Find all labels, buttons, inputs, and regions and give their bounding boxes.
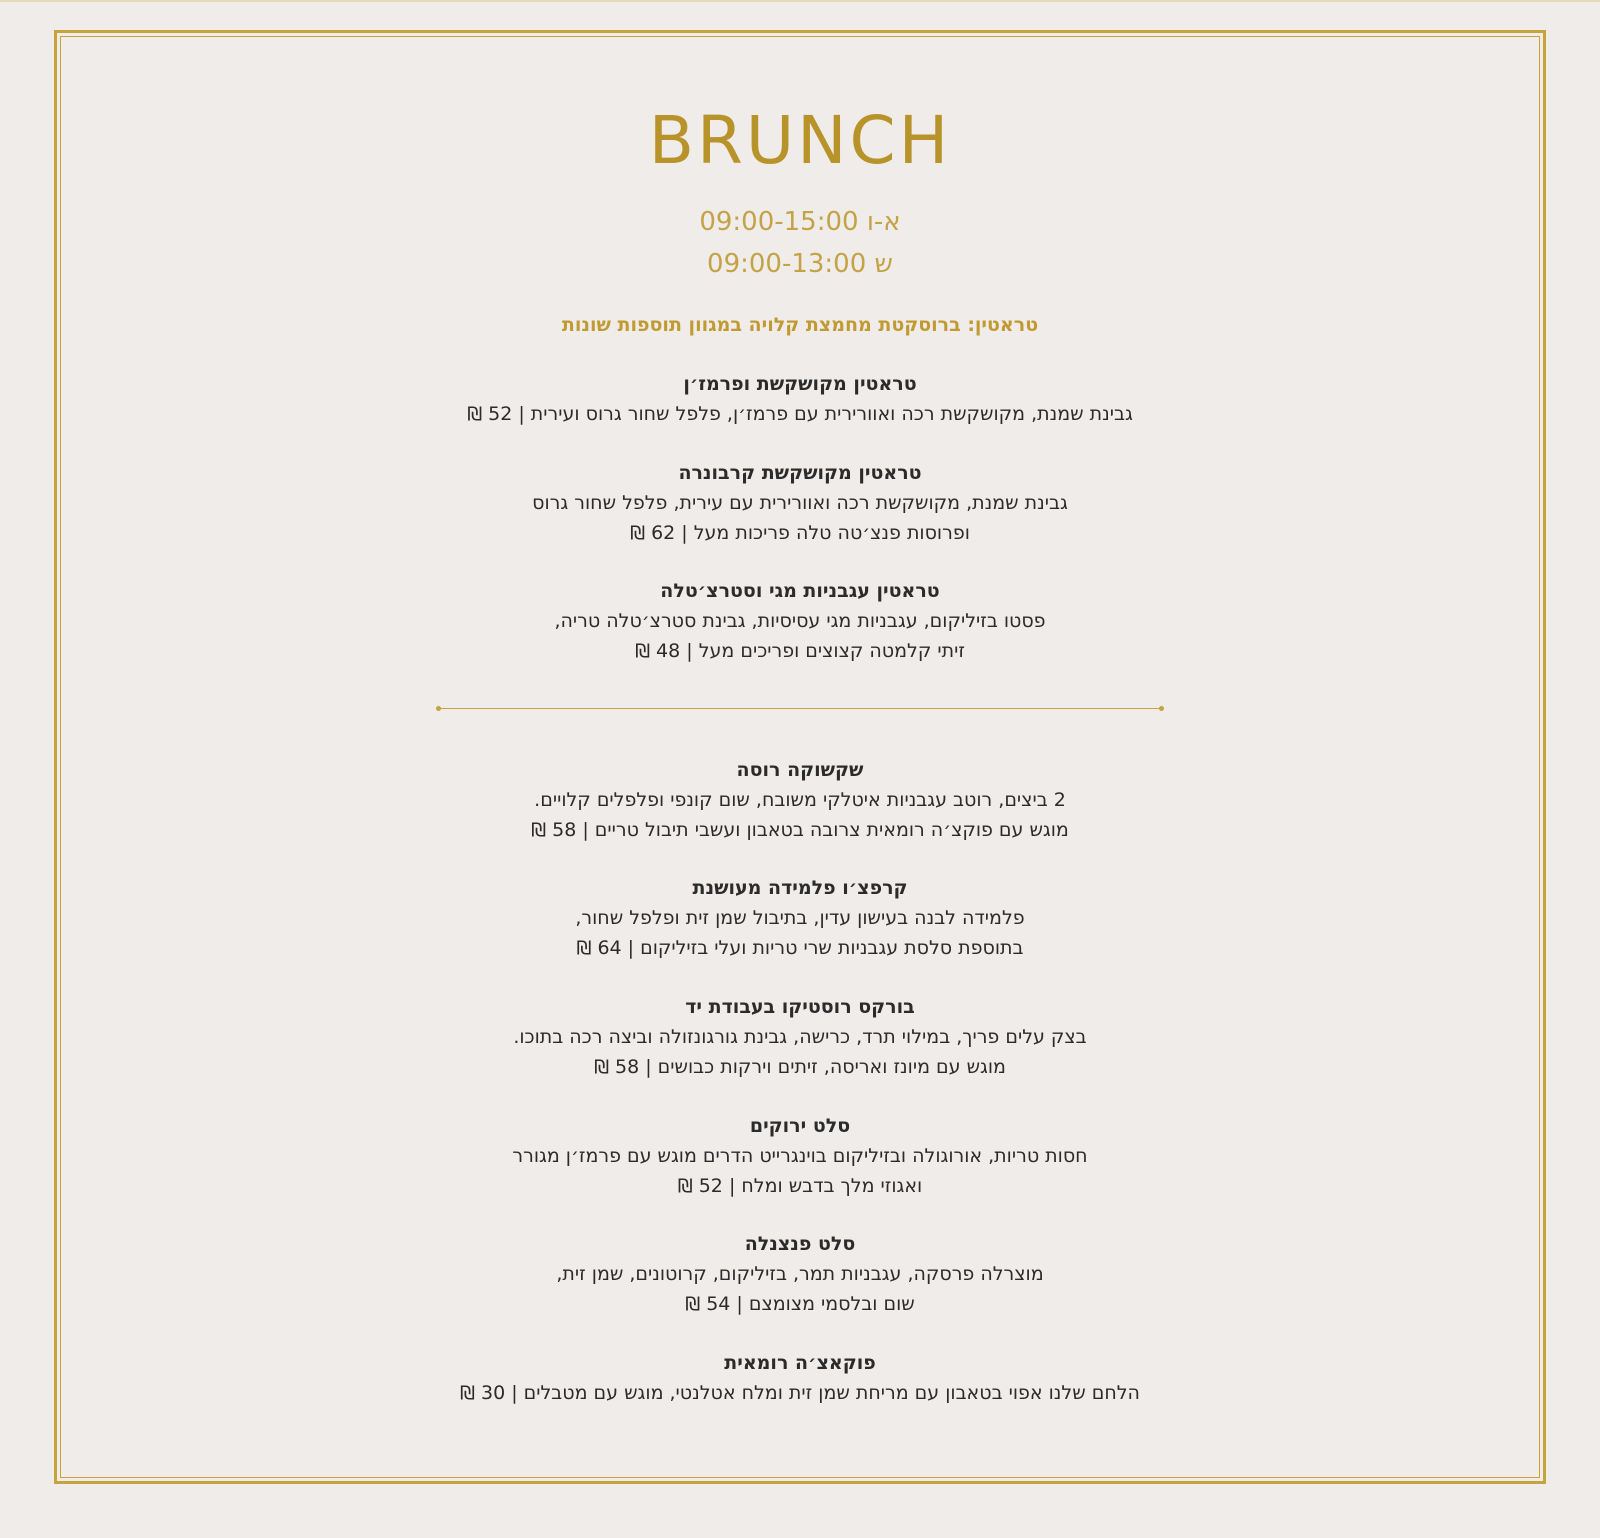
item-description: מוגש עם מיונז ואריסה, זיתים וירקות כבושים | 58 ₪ [594, 1056, 1006, 1078]
item-name: קרפצ׳ו פלמידה מעושנת [692, 877, 908, 899]
item-description: חסות טריות, אורוגולה ובזיליקום בוינגרייט הדרים מוגש עם פרמז׳ן מגורר [512, 1145, 1088, 1167]
tartine-intro: טראטין: ברוסקטת מחמצת קלויה במגוון תוספות שונות [561, 314, 1039, 336]
item-name: טראטין מקושקשת קרבונרה [678, 462, 922, 484]
item-description: מוצרלה פרסקה, עגבניות תמר, בזיליקום, קרוטונים, שמן זית, [556, 1263, 1044, 1285]
item-description: גבינת שמנת, מקושקשת רכה ואוורירית עם פרמז׳ן, פלפל שחור גרוס ועירית | 52 ₪ [467, 403, 1133, 425]
menu-item [0, 458, 1600, 548]
item-name: סלט ירוקים [749, 1115, 851, 1137]
item-name: פוקאצ׳ה רומאית [724, 1352, 876, 1374]
item-name: טראטין עגבניות מגי וסטרצ׳טלה [660, 580, 940, 602]
item-description: גבינת שמנת, מקושקשת רכה ואוורירית עם עירית, פלפל שחור גרוס [532, 492, 1068, 514]
menu-item [0, 755, 1600, 845]
menu-item [0, 1229, 1600, 1319]
item-description: הלחם שלנו אפוי בטאבון עם מריחת שמן זית ומלח אטלנטי, מוגש עם מטבלים | 30 ₪ [460, 1382, 1140, 1404]
item-description: מוגש עם פוקצ׳ה רומאית צרובה בטאבון ועשבי תיבול טריים | 58 ₪ [531, 819, 1069, 841]
menu-item [0, 369, 1600, 429]
menu-item [0, 1111, 1600, 1201]
item-description: בצק עלים פריך, במילוי תרד, כרישה, גבינת גורגונזולה וביצה רכה בתוכו. [513, 1026, 1087, 1048]
item-name: טראטין מקושקשת ופרמז׳ן [683, 373, 917, 395]
item-description: בתוספת סלסת עגבניות שרי טריות ועלי בזיליקום | 64 ₪ [576, 937, 1024, 959]
hours-weekdays: א-ו 09:00-15:00 [699, 207, 901, 237]
menu-item [0, 873, 1600, 963]
hours-saturday: ש 09:00-13:00 [707, 249, 893, 279]
item-description: שום ובלסמי מצומצם | 54 ₪ [685, 1293, 915, 1315]
item-description: זיתי קלמטה קצוצים ופריכים מעל | 48 ₪ [635, 640, 965, 662]
item-description: 2 ביצים, רוטב עגבניות איטלקי משובח, שום קונפי ופלפלים קלויים. [534, 789, 1066, 811]
item-name: שקשוקה רוסה [736, 759, 864, 781]
menu-item [0, 576, 1600, 666]
item-description: ואגוזי מלך בדבש ומלח | 52 ₪ [677, 1175, 923, 1197]
menu-title: BRUNCH [648, 102, 952, 179]
item-name: בורקס רוסטיקו בעבודת יד [685, 996, 915, 1018]
menu-item [0, 992, 1600, 1082]
item-description: פסטו בזיליקום, עגבניות מגי עסיסיות, גבינת סטרצ׳טלה טריה, [554, 610, 1046, 632]
item-description: ופרוסות פנצ׳טה טלה פריכות מעל | 62 ₪ [630, 522, 970, 544]
item-description: פלמידה לבנה בעישון עדין, בתיבול שמן זית ופלפל שחור, [575, 907, 1025, 929]
section-divider [438, 708, 1162, 709]
menu-item [0, 1348, 1600, 1408]
top-edge-rule [0, 0, 1600, 2]
item-name: סלט פנצנלה [744, 1233, 856, 1255]
